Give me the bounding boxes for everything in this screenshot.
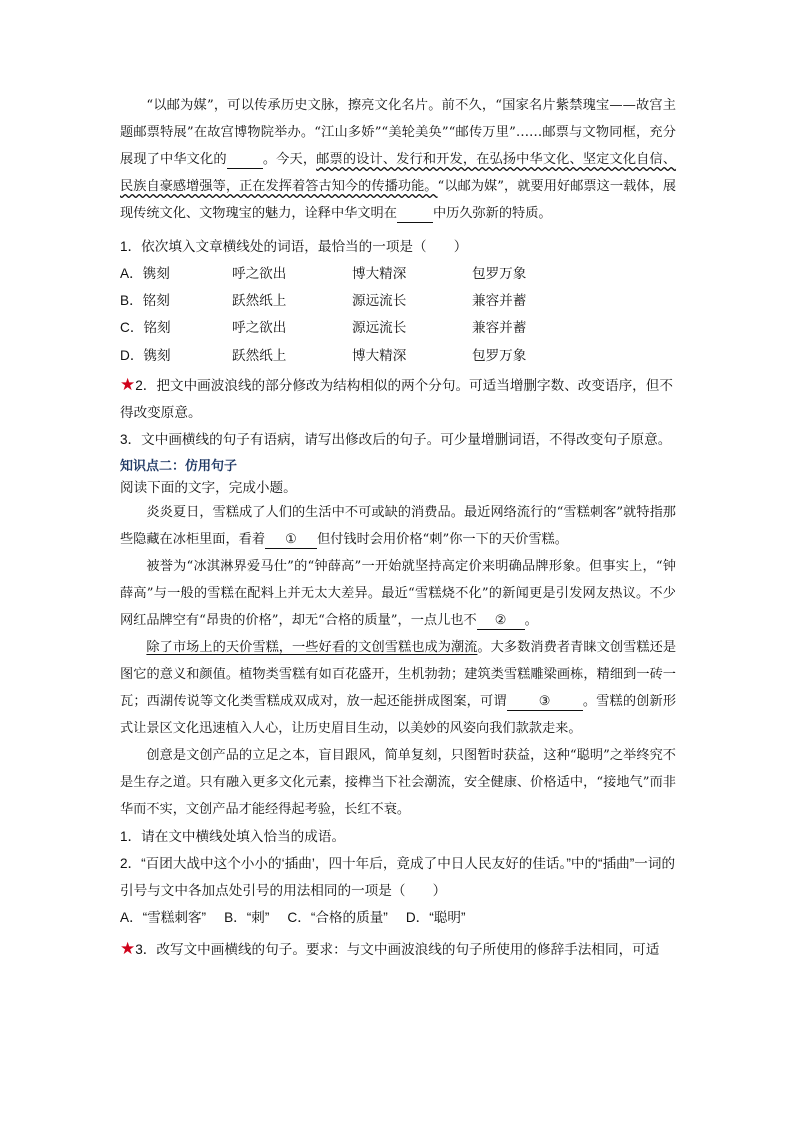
question-1-options [120, 260, 676, 369]
star-icon: ★ [120, 374, 136, 394]
sq2-option-b[interactable]: B．“刺” [224, 909, 270, 925]
section-2-instruction: 阅读下面的文字，完成小题。 [120, 479, 297, 495]
sub-question-3 [120, 935, 676, 963]
option-a[interactable]: A．镌刻 呼之欲出 博大精深 包罗万象 [120, 266, 527, 281]
question-3: 3．文中画横线的句子有语病，请写出修改后的句子。可少量增删词语，不得改变句子原意。 [120, 431, 672, 447]
option-c[interactable]: C．铭刻 呼之欲出 源远流长 兼容并蓄 [120, 320, 527, 336]
wavy-underlined-sentence: 邮票的设计、发行和开发，在弘扬中华文化、坚定文化自信、民族自豪感增强等，正在发挥着答古知今的传播功能。 [120, 152, 677, 194]
sq2-option-c[interactable]: C．“合格的质量” [287, 909, 388, 925]
sub-question-2-options [120, 904, 676, 931]
sq2-option-d[interactable]: D．“聪明” [405, 909, 466, 925]
passage-2-para-3: 除了市场上的天价雪糕，一些好看的文创雪糕也成为潮流。大多数消费者青睐文创雪糕还是图它的意义和颜值。植物类雪糕有如百花盛开，生机勃勃；建筑类雪糕雕梁画栋，精细到一砖一瓦；西湖传说等文化类雪糕成双成对，放一起还能拼成图案，可谓 ③ 。雪糕的创新形式让景区文化迅速植入人心，让历史眉目生动，以美妙的风姿向我们款款走来。 [120, 639, 677, 736]
blank-circle-1[interactable]: ① [265, 532, 317, 549]
passage-1-text: “以邮为媒”，可以传承历史文脉，擦亮文化名片。前不久，“国家名片紫禁瑰宝——故宫主题邮票特展”在故宫博物院举办。“江山多娇”“美轮美奂”“邮传万里”……邮票与文物同框，充分展现了中华文化的 [120, 98, 676, 167]
worksheet-content [120, 92, 676, 963]
passage-2-para-1: 炎炎夏日，雪糕成了人们的生活中不可或缺的消费品。最近网络流行的“雪糕刺客”就特指那些隐藏在冰柜里面，看着 ① 但付钱时会用价格“刺”你一下的天价雪糕。 [120, 504, 676, 547]
straight-underlined-sentence: 除了市场上的天价雪糕，一些好看的文创雪糕也成为潮流 [146, 639, 478, 655]
sub-question-1: 1．请在文中横线处填入恰当的成语。 [120, 828, 346, 844]
sq2-option-a[interactable]: A．“雪糕刺客” [120, 909, 207, 925]
question-1-stem: 1．依次填入文章横线处的词语，最恰当的一项是（ ） [120, 239, 468, 254]
blank-circle-2[interactable]: ② [477, 613, 525, 630]
question-2-text: 2．把文中画波浪线的部分修改为结构相似的两个分句。可适当增删字数、改变语序，但不得改变原意。 [120, 377, 673, 420]
star-icon: ★ [120, 938, 136, 958]
sub-question-2: 2．“百团大战中这个小小的‘插曲’，四十年后，竟成了中日人民友好的佳话。”中的“插曲”一词的引号与文中各加点处引号的用法相同的一项是（ ） [120, 855, 676, 898]
blank-1[interactable] [227, 152, 263, 169]
blank-2[interactable] [397, 206, 433, 223]
option-b[interactable]: B．铭刻 跃然纸上 源远流长 兼容并蓄 [120, 293, 527, 309]
section-2-title: 知识点二：仿用句子 [120, 457, 238, 473]
passage-2-para-4: 创意是文创产品的立足之本，盲目跟风，简单复刻，只图暂时获益，这种“聪明”之举终究不是生存之道。只有融入更多文化元素，接榫当下社会潮流，安全健康、价格适中，“接地气”而非华而不实，文创产品才能经得起考验，长红不衰。 [120, 747, 676, 817]
passage-1: “以邮为媒”，可以传承历史文脉，擦亮文化名片。前不久，“国家名片紫禁瑰宝——故宫主题邮票特展”在故宫博物院举办。“江山多娇”“美轮美奂”“邮传万里”……邮票与文物同框，充分展现了中华文化的 。今天，邮票的设计、发行和开发，在弘扬中华文化、坚定文化自信、民族自豪感增强等，正在发挥着答古知今的传播功能。“以邮为媒”，就要用好邮票这一载体，展现传统文化、文物瑰宝的魅力，诠释中华文明在 中历久弥新的特质。 [120, 98, 677, 221]
sub-question-3-text: 3．改写文中画横线的句子。要求：与文中画波浪线的句子所使用的修辞手法相同，可适 [135, 941, 660, 957]
question-2 [120, 371, 676, 426]
blank-circle-3[interactable]: ③ [507, 694, 583, 711]
passage-2-para-2: 被誉为“冰淇淋界爱马仕”的“钟薛高”一开始就坚持高定价来明确品牌形象。但事实上，“钟薛高”与一般的雪糕在配料上并无太大差异。最近“雪糕烧不化”的新闻更是引发网友热议。不少网红品牌空有“昂贵的价格”，却无“合格的质量”，一点儿也不 ② 。 [120, 558, 676, 628]
option-d[interactable]: D．镌刻 跃然纸上 博大精深 包罗万象 [120, 347, 527, 363]
